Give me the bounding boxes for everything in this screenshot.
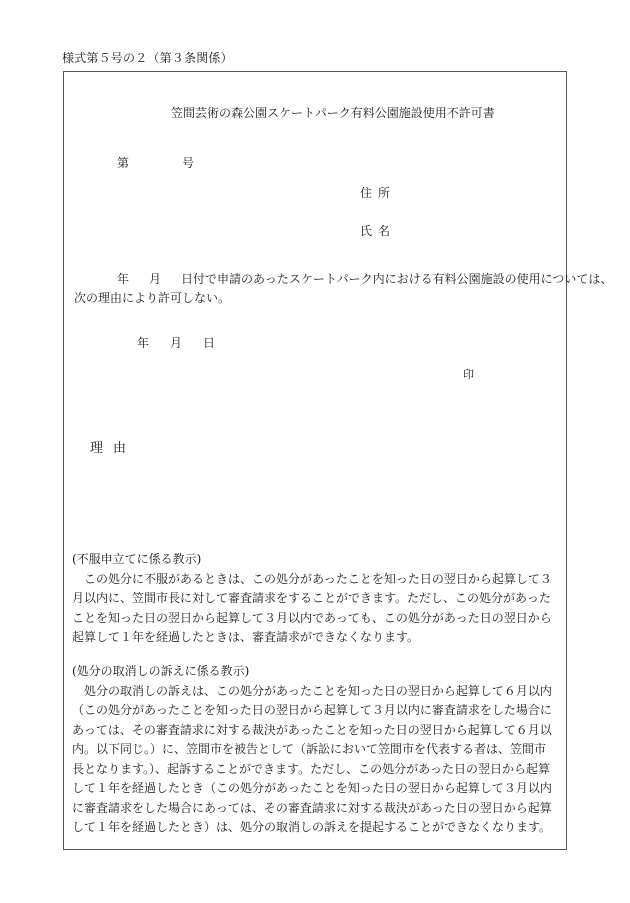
number-prefix: 第 xyxy=(117,156,130,170)
issue-month: 月 xyxy=(170,336,183,350)
seal-mark: 印 xyxy=(463,368,474,381)
number-suffix: 号 xyxy=(182,156,195,170)
body-line-1-text: 日付で申請のあったスケートパーク内における有料公園施設の使用については、 xyxy=(181,272,613,286)
revocation-notice-text: 処分の取消しの訴えは、この処分があったことを知った日の翌日から起算して６月以内（この処分があったことを知った日の翌日から起算して３月以内に審査請求をした場合にあっては、その審査請求に対する裁決があったことを知った日の翌日から起算して６月以内。以下同じ。）に、笠間市を被告として（訴訟において笠間市を代表する者は、笠間市長となります。）、起訴することができます。ただし、この処分があった日の翌日から起算して１年を経過したとき（この処分があったことを知った日の翌日から起算して３月以内に審査請求をした場合にあっては、その審査請求に対する裁決があった日の翌日から起算して１年を経過したとき）は、処分の取消しの訴えを提起することができなくなります。 xyxy=(72,683,552,834)
address-label: 住所 xyxy=(360,186,397,200)
appeal-notice-heading: (不服申立てに係る教示) xyxy=(72,552,202,566)
reason-label: 理由 xyxy=(90,441,137,456)
document-title: 笠間芸術の森公園スケートパーク有料公園施設使用不許可書 xyxy=(171,106,495,120)
appeal-notice xyxy=(72,550,552,648)
body-year: 年 xyxy=(117,272,130,286)
revocation-notice-heading: (処分の取消しの訴えに係る教示) xyxy=(72,664,250,678)
appeal-notice-text: この処分に不服があるときは、この処分があったことを知った日の翌日から起算して３月以内に、笠間市長に対して審査請求をすることができます。ただし、この処分があったことを知った日の翌日から起算して３月以内であっても、この処分があった日の翌日から起算して１年を経過したときは、審査請求ができなくなります。 xyxy=(72,571,552,644)
form-number: 様式第５号の２（第３条関係） xyxy=(62,51,233,65)
issue-year: 年 xyxy=(137,336,150,350)
revocation-notice xyxy=(72,662,552,838)
body-month: 月 xyxy=(149,272,162,286)
body-line-2: 次の理由により許可しない。 xyxy=(74,291,231,305)
name-label: 氏名 xyxy=(360,224,397,238)
issue-day: 日 xyxy=(203,336,216,350)
